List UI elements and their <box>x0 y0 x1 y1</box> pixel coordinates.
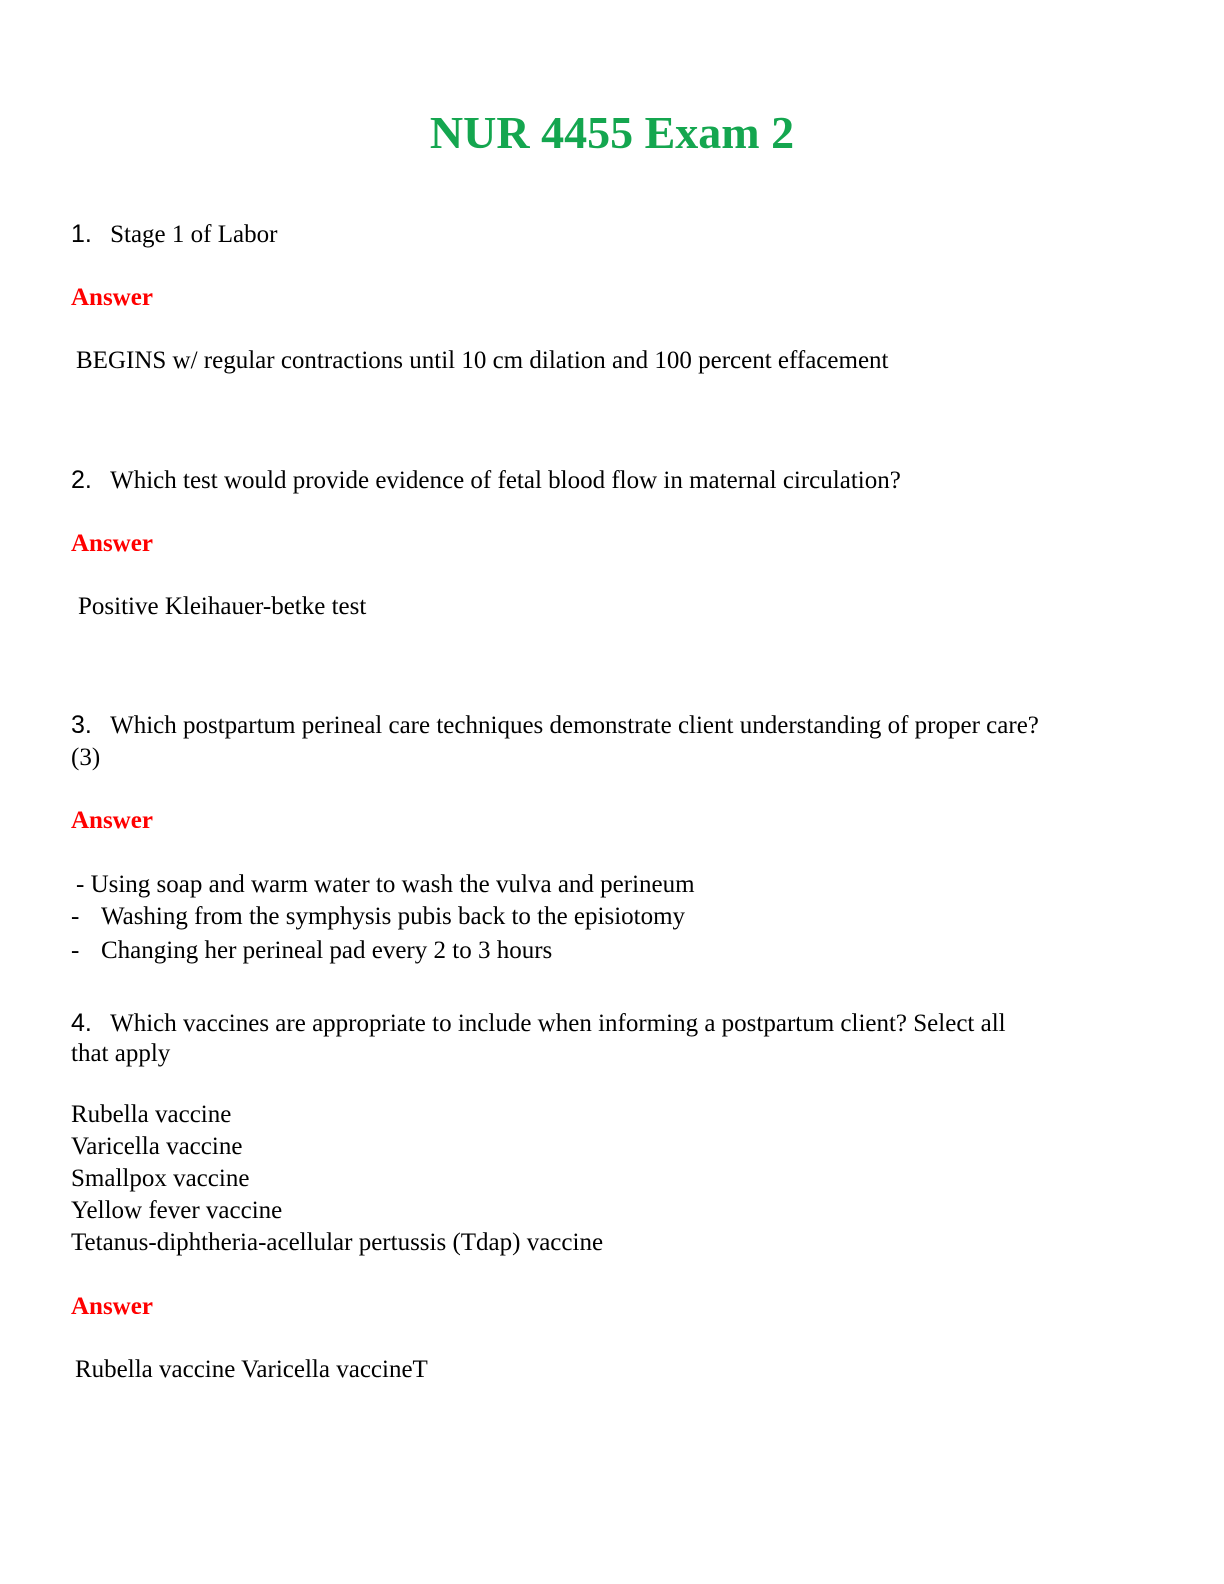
answer-label: Answer <box>71 1293 153 1320</box>
answer-label: Answer <box>71 284 153 311</box>
dash-marker: - <box>71 903 80 930</box>
question-text-continued: that apply <box>71 1040 171 1067</box>
question-2 <box>71 464 901 497</box>
question-1 <box>71 218 277 251</box>
answer-text: Rubella vaccine Varicella vaccineT <box>75 1356 428 1383</box>
answer-label: Answer <box>71 530 153 557</box>
page-title: NUR 4455 Exam 2 <box>429 106 795 158</box>
answer-line-text: Washing from the symphysis pubis back to the episiotomy <box>101 903 686 930</box>
question-number: 4. <box>71 1009 92 1037</box>
answer-text: BEGINS w/ regular contractions until 10 cm dilation and 100 percent effacement <box>76 347 889 374</box>
option-item: Tetanus-diphtheria-acellular pertussis (Tdap) vaccine <box>71 1229 604 1256</box>
question-number: 1. <box>71 220 92 248</box>
question-text: Stage 1 of Labor <box>110 221 278 248</box>
question-text: Which postpartum perineal care techniques demonstrate client understanding of proper care? <box>110 712 1039 739</box>
question-number: 3. <box>71 711 92 739</box>
answer-line-text: Changing her perineal pad every 2 to 3 hours <box>101 937 553 964</box>
option-item: Rubella vaccine <box>71 1101 232 1128</box>
answer-line <box>71 901 685 933</box>
question-4 <box>71 1007 1006 1040</box>
option-item: Yellow fever vaccine <box>71 1197 283 1224</box>
answer-line <box>71 935 552 967</box>
answer-text: Positive Kleihauer-betke test <box>78 593 367 620</box>
option-item: Smallpox vaccine <box>71 1165 250 1192</box>
question-text-continued: (3) <box>71 744 101 771</box>
option-item: Varicella vaccine <box>71 1133 243 1160</box>
answer-label: Answer <box>71 807 153 834</box>
question-3 <box>71 709 1039 742</box>
answer-line: - Using soap and warm water to wash the vulva and perineum <box>76 871 695 898</box>
question-number: 2. <box>71 466 92 494</box>
dash-marker: - <box>71 937 80 964</box>
question-text: Which test would provide evidence of fetal blood flow in maternal circulation? <box>110 467 901 494</box>
question-text: Which vaccines are appropriate to include when informing a postpartum client? Select all <box>110 1010 1006 1037</box>
